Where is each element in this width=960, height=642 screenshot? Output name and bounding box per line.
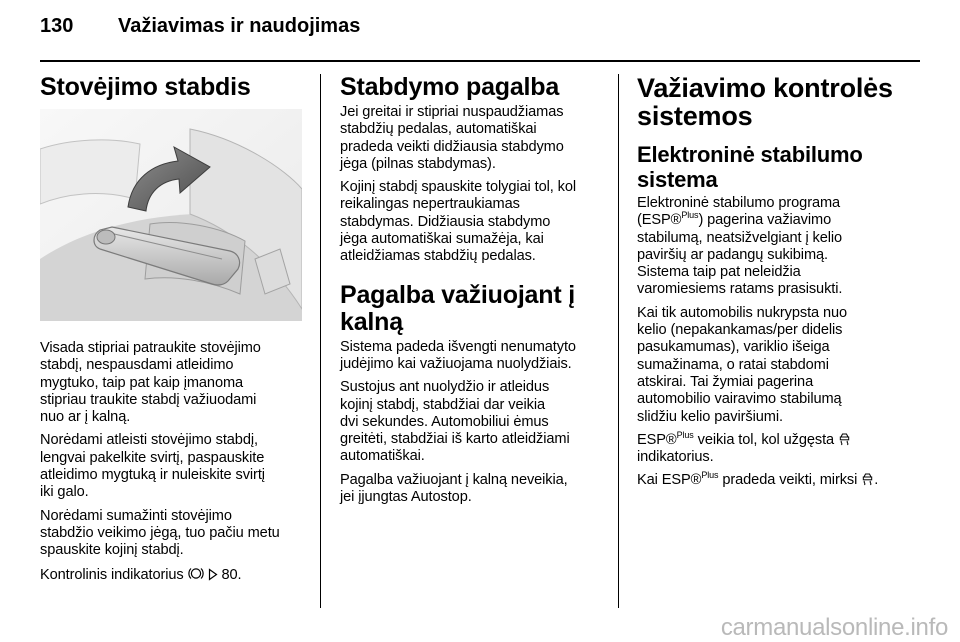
paragraph: Norėdami atleisti stovėjimo stabdį, lengvai pakelkite svirtį, paspauskite atleidimo mygtuką ir nuleiskite svirtį iki galo.	[40, 432, 265, 501]
column-divider-1	[320, 74, 321, 608]
parking-brake-illustration	[40, 109, 302, 321]
section-heading-brake-assist: Stabdymo pagalba	[340, 73, 560, 101]
column-divider-2	[618, 74, 619, 608]
paragraph: ESP®$^{Plus}$ veikia tol, kol užgęsta indikatorius.	[637, 432, 922, 467]
column-driving-control	[637, 74, 922, 496]
page-number: 130	[40, 15, 74, 37]
column-braking-assist	[340, 74, 604, 512]
watermark-logo: carmanualsonline.info	[720, 614, 948, 641]
paragraph: Elektroninė stabilumo programa (ESP®$^{Plus}$) pagerina važiavimo stabilumą, neatsižvelgiant į kelio paviršių ar padangų sukibimą. Sistema taip pat neleidžia varomiesiems ratams prasisukti.	[637, 195, 843, 298]
arrow-reference-icon	[208, 568, 218, 581]
car-skid-icon	[861, 472, 874, 486]
car-skid-icon	[838, 432, 851, 446]
paragraph: Pagalba važiuojant į kalną neveikia, jei įjungtas Autostop.	[340, 471, 568, 506]
paragraph: Kai tik automobilis nukrypsta nuo kelio (nepakankamas/per didelis pasukamumas), variklio išeiga sumažinama, o ratai stabdomi atskirai. Tai žymiai pagerina automobilio vairavimo stabilumą slidžiu kelio paviršiumi.	[637, 304, 848, 425]
paragraph: Visada stipriai patraukite stovėjimo stabdį, nespausdami atleidimo mygtuko, taip pat kaip įmanoma stipriau traukite stabdį važiuodami nuo ar į kalną.	[40, 340, 261, 426]
paragraph: Jei greitai ir stipriai nuspaudžiamas stabdžių pedalas, automatiškai pradeda veikti didžiausia stabdymo jėga (pilnas stabdymas).	[340, 104, 564, 172]
paragraph	[40, 566, 302, 584]
circle-brake-icon	[188, 566, 204, 581]
section-heading-hill-start-assist: Pagalba važiuojant į kalną	[340, 280, 575, 336]
section-heading-parking-brake: Stovėjimo stabdis	[40, 73, 251, 101]
paragraph: Norėdami sumažinti stovėjimo stabdžio veikimo jėgą, tuo pačiu metu spauskite kojinį stabdį.	[40, 507, 280, 559]
paragraph: Sustojus ant nuolydžio ir atleidus kojinį stabdį, stabdžiai dar veikia dvi sekundes. Automobiliui ėmus greitėti, stabdžiai iš karto atleidžiami automatiškai.	[340, 379, 570, 465]
indicator-text: Kontrolinis indikatorius	[40, 566, 184, 583]
paragraph: Kai ESP®$^{Plus}$ pradeda veikti, mirksi .	[637, 470, 879, 489]
section-heading-driving-control: Važiavimo kontrolės sistemos	[637, 73, 893, 131]
header-rule	[40, 60, 920, 62]
paragraph: Kojinį stabdį spauskite tolygiai tol, kol reikalingas nepertraukiamas stabdymas. Didžiausia stabdymo jėga automatiškai sumažėja, kai atleidžiamas stabdžių pedalas.	[340, 179, 577, 265]
page-header	[40, 15, 360, 38]
paragraph: Sistema padeda išvengti nenumatyto judėjimo kai važiuojama nuolydžiais.	[340, 338, 576, 372]
page-reference: 80.	[221, 566, 242, 583]
chapter-title: Važiavimas ir naudojimas	[118, 15, 361, 37]
subsection-heading-esp: Elektroninė stabilumo sistema	[637, 142, 863, 192]
column-parking-brake	[40, 74, 302, 590]
